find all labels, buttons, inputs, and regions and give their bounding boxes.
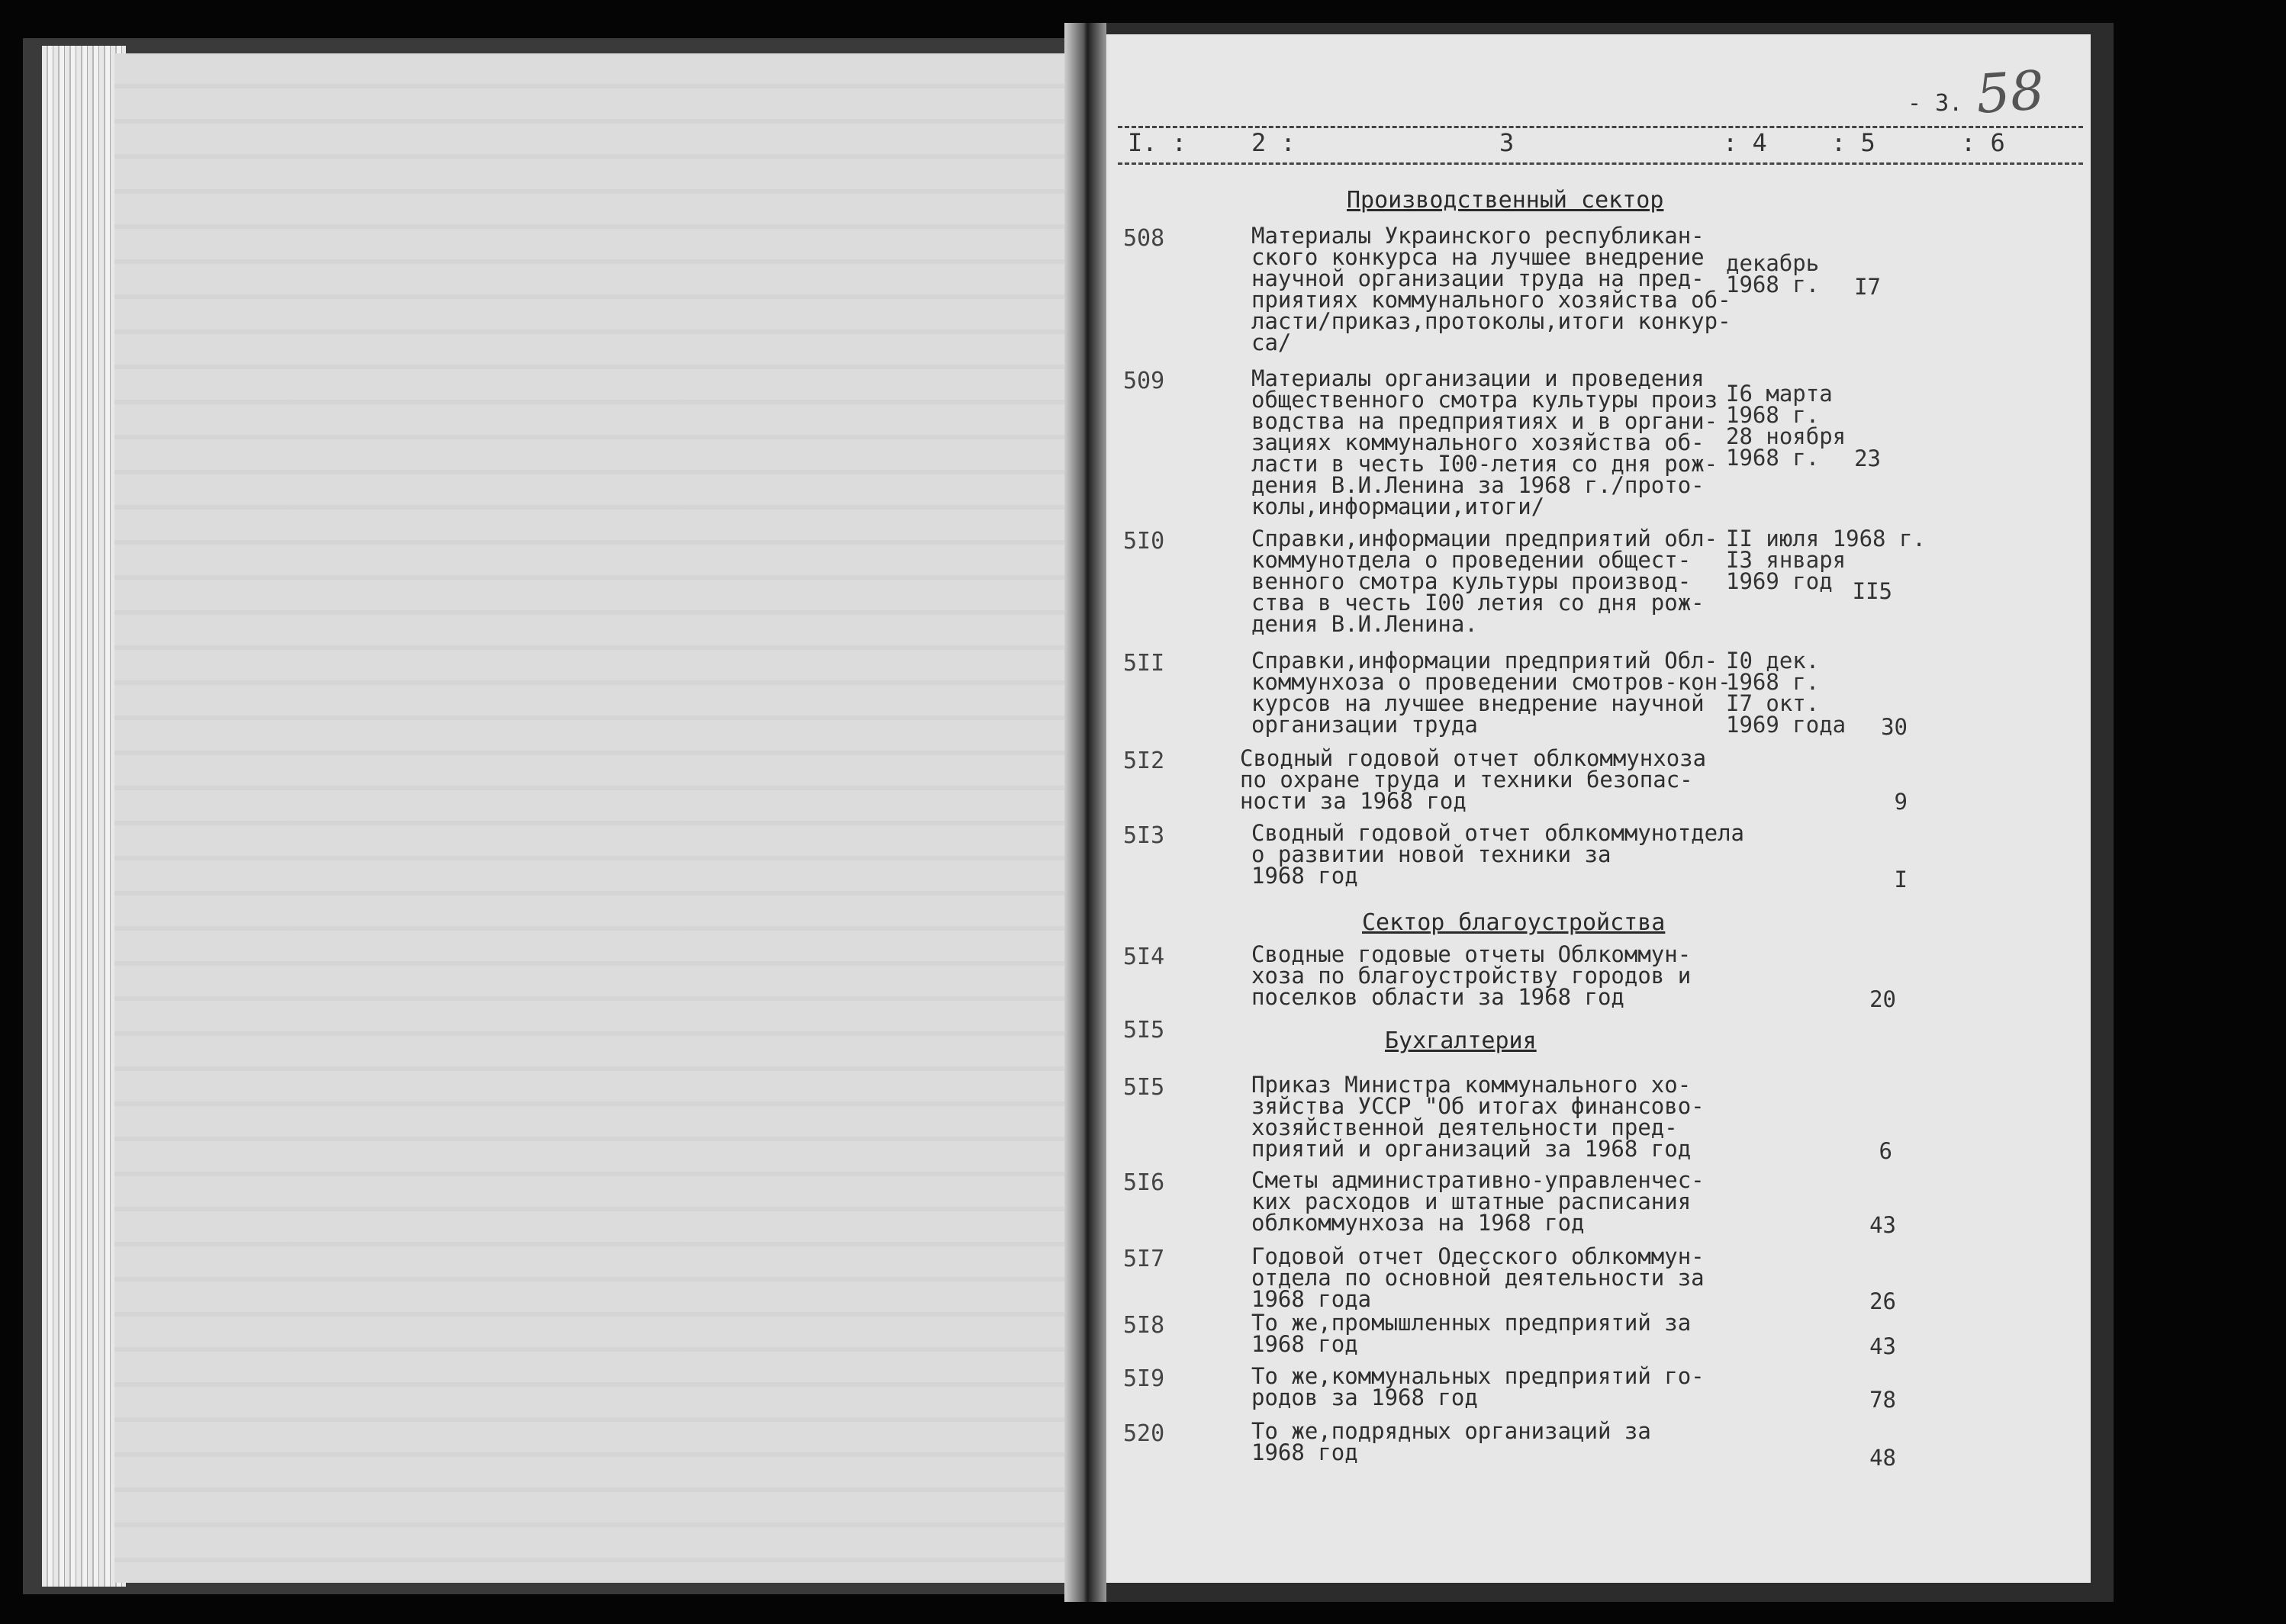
entry-number: 5I5 bbox=[1123, 1017, 1165, 1044]
entry-number: 5I0 bbox=[1123, 528, 1165, 555]
entry-text: Сводный годовой отчет облкоммунотдела о развитии новой техники за 1968 год bbox=[1251, 820, 1745, 889]
entry-text: Материалы Украинского республикан- ского конкурса на лучшее внедрение научной организации труда на пред- приятиях коммунального хозяйства ласти/приказ,протоколы,итоги конкур- са/ bbox=[1251, 223, 1731, 355]
entry-text: Сметы административно-управленчес- ких расходов и штатные расписания облкоммунхоза на 1968 год bbox=[1251, 1167, 1705, 1236]
col5-header: : 5 bbox=[1831, 128, 1875, 157]
archive-stamp-number: 58 bbox=[1974, 58, 2046, 127]
entry-number: 5I6 bbox=[1123, 1169, 1165, 1196]
entry-sheet-count: 30 bbox=[1881, 714, 1908, 740]
col6-header: : 6 bbox=[1961, 128, 2005, 157]
entry-number: 509 bbox=[1123, 368, 1165, 394]
section-title-improvement: Сектор благоустройства bbox=[1362, 909, 1666, 936]
section-title-accounting: Бухгалтерия bbox=[1385, 1027, 1537, 1054]
header-rule-bottom bbox=[1118, 162, 2083, 165]
entry-number: 5I7 bbox=[1123, 1246, 1165, 1272]
entry-number: 5I9 bbox=[1123, 1365, 1165, 1392]
entry-text: Сводный годовой отчет облкоммунхоза по охране труда и техники безопас- ности за 1968 год bbox=[1240, 745, 1707, 814]
entry-text: Приказ Министра коммунального хо- зяйства УССР "Об итогах финансово- хозяйственной деятельности пред- приятий и организаций за 1968 год bbox=[1251, 1072, 1705, 1162]
entry-sheet-count: 9 bbox=[1894, 789, 1908, 815]
section-title-production: Производственный сектор bbox=[1347, 187, 1664, 214]
entry-sheet-count: 78 bbox=[1869, 1387, 1896, 1413]
entry-sheet-count: II5 bbox=[1852, 578, 1892, 604]
entry-text: Справки,информации предприятий обл- коммунотдела о проведении общест- венного смотра культуры производ- ства в честь I00 летия со дня рож- дения В.И.Ленина. bbox=[1251, 526, 1718, 637]
entry-date: декабрь 1968 г. bbox=[1726, 250, 1820, 297]
entry-number: 5I4 bbox=[1123, 944, 1165, 970]
entry-sheet-count: 23 bbox=[1854, 445, 1881, 471]
entry-text: То же,промышленных предприятий за 1968 год bbox=[1251, 1310, 1692, 1357]
entry-number: 5I5 bbox=[1123, 1074, 1165, 1101]
entry-number: 520 bbox=[1123, 1420, 1165, 1447]
entry-text: Материалы организации и проведения общественного смотра культуры произ водства на предприятиях и в органи- зациях коммунального хозяйства об- ласти в честь I00-летия со дня рож- дения В.И.Ленина за 1968 г./прото- колы,информации,итоги/ bbox=[1251, 365, 1718, 519]
entry-number: 5II bbox=[1123, 650, 1165, 677]
entry-text: То же,подрядных организаций за 1968 год bbox=[1251, 1418, 1651, 1465]
entry-sheet-count: I bbox=[1894, 867, 1908, 892]
entry-sheet-count: 26 bbox=[1869, 1288, 1896, 1314]
entry-sheet-count: 43 bbox=[1869, 1333, 1896, 1359]
page-edges bbox=[42, 46, 126, 1587]
entry-sheet-count: 20 bbox=[1869, 986, 1896, 1012]
left-page-blank bbox=[114, 53, 1083, 1583]
entry-date: I0 дек. 1968 г. I7 окт. 1969 года bbox=[1726, 648, 1847, 738]
entry-number: 5I8 bbox=[1123, 1312, 1165, 1339]
entry-text: Годовой отчет Одесского облкоммун- отдела по основной деятельности за 1968 года bbox=[1251, 1243, 1705, 1312]
entry-number: 5I3 bbox=[1123, 822, 1165, 849]
entry-text: Сводные годовые отчеты Облкоммун- хоза по благоустройству городов и поселков области за 1968 год bbox=[1251, 941, 1692, 1010]
book-gutter bbox=[1064, 23, 1106, 1602]
entry-sheet-count: I7 bbox=[1854, 274, 1881, 300]
entry-text: То же,коммунальных предприятий го- родов за 1968 год bbox=[1251, 1363, 1705, 1410]
col4-header: : 4 bbox=[1723, 128, 1767, 157]
entry-text: Справки,информации предприятий Обл- коммунхоза о проведении смотров-кон- курсов на лучшее внедрение научной организации труда bbox=[1251, 648, 1731, 738]
bleed-through-text bbox=[114, 53, 1083, 1583]
entry-date: I6 марта 1968 г. 28 ноября 1968 г. bbox=[1726, 381, 1847, 471]
col1-header: I. : bbox=[1128, 128, 1187, 157]
entry-sheet-count: 43 bbox=[1869, 1212, 1896, 1238]
page-number: - 3. bbox=[1908, 90, 1963, 117]
entry-sheet-count: 6 bbox=[1879, 1138, 1892, 1164]
column-header-row bbox=[0, 128, 2286, 159]
entry-date: II июля 1968 г. I3 января 1969 год bbox=[1726, 526, 1926, 594]
col3-header: 3 bbox=[1499, 128, 1515, 157]
entry-number: 5I2 bbox=[1123, 748, 1165, 774]
entry-number: 508 bbox=[1123, 225, 1165, 252]
entry-sheet-count: 48 bbox=[1869, 1445, 1896, 1471]
col2-header: 2 : bbox=[1251, 128, 1296, 157]
